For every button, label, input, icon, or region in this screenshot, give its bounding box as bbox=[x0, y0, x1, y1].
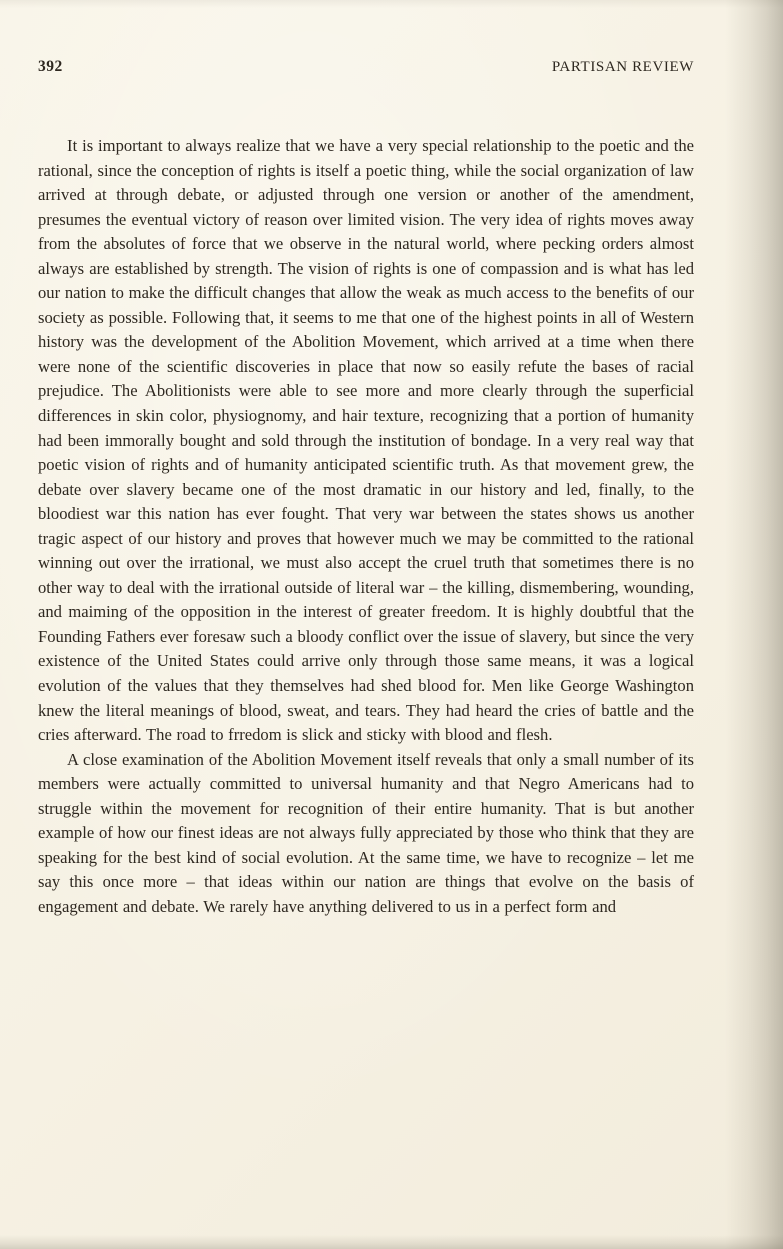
paragraph-1: It is important to always realize that we have a very special relationship to the poetic and the rational, since the conception of rights is itself a poetic thing, while the social organization of law arrived at through debate, or adjusted through one version or another of the amendment, presumes the eventual victory of reason over limited vision. The very idea of rights moves away from the absolutes of force that we observe in the natural world, where pecking orders almost always are established by strength. The vision of rights is one of compassion and is what has led our nation to make the difficult changes that allow the weak as much access to the benefits of our society as possible. Following that, it seems to me that one of the highest points in all of Western history was the development of the Abolition Movement, which arrived at a time when there were none of the scientific discoveries in place that now so easily refute the bases of racial prejudice. The Abolitionists were able to see more and more clearly through the superficial differences in skin color, physiognomy, and hair texture, recognizing that a portion of humanity had been immorally bought and sold through the institution of bondage. In a very real way that poetic vision of rights and of humanity anticipated scientific truth. As that movement grew, the debate over slavery became one of the most dramatic in our history and led, finally, to the bloodiest war this nation has ever fought. That very war between the states shows us another tragic aspect of our history and proves that however much we may be committed to the rational winning out over the irrational, we must also accept the cruel truth that sometimes there is no other way to deal with the irrational outside of literal war – the killing, dismembering, wounding, and maiming of the opposition in the interest of greater freedom. It is highly doubtful that the Founding Fathers ever foresaw such a bloody conflict over the issue of slavery, but since the very existence of the United States could arrive only through those same means, it was a logical evolution of the values that they themselves had shed blood for. Men like George Washington knew the literal meanings of blood, sweat, and tears. They had heard the cries of battle and the cries afterward. The road to frredom is slick and sticky with blood and flesh. bbox=[38, 136, 694, 745]
page-body bbox=[38, 134, 694, 920]
journal-title: PARTISAN REVIEW bbox=[551, 59, 694, 75]
page-number: 392 bbox=[38, 58, 63, 75]
page-edge-shadow-top bbox=[0, 0, 783, 8]
paragraph-2: A close examination of the Abolition Movement itself reveals that only a small number of its members were actually committed to universal humanity and that Negro Americans had to struggle within the movement for recognition of their entire humanity. That is but another example of how our finest ideas are not always fully appreciated by those who think that they are speaking for the best kind of social evolution. At the same time, we have to recognize – let me say this once more – that ideas within our nation are things that evolve on the basis of engagement and debate. We rarely have anything delivered to us in a perfect form and bbox=[38, 749, 694, 916]
running-head bbox=[38, 58, 694, 76]
page-edge-shadow-bottom bbox=[0, 1235, 783, 1249]
page-edge-shadow-right bbox=[725, 0, 783, 1249]
